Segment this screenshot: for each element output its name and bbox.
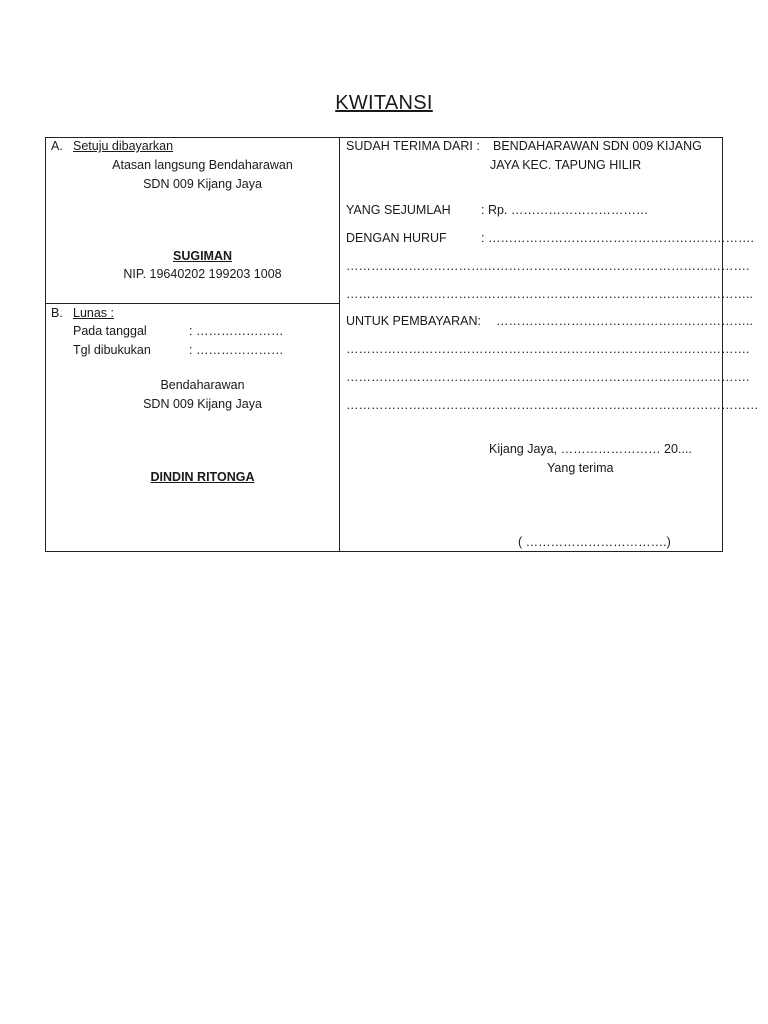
purpose-line2: ……………………………………………………………………………………. (346, 342, 750, 356)
left-column (46, 138, 340, 551)
paid-date-field: : ………………… (189, 324, 284, 338)
amount-field: : Rp. …………………………… (481, 203, 649, 217)
recipient-label: Yang terima (547, 461, 614, 475)
recipient-signature-line: ( …………………………….) (518, 535, 671, 549)
amount-label: YANG SEJUMLAH (346, 203, 451, 217)
purpose-label: UNTUK PEMBAYARAN: (346, 314, 481, 328)
paid-date-label: Pada tanggal (73, 324, 147, 338)
purpose-field: …………………………………………………….. (496, 314, 753, 328)
right-column (340, 138, 759, 551)
paid-section (46, 304, 339, 551)
approval-heading: Setuju dibayarkan (73, 139, 174, 153)
section-b-letter: B. (51, 306, 63, 320)
document-title: KWITANSI (335, 92, 433, 114)
place-date-line: Kijang Jaya, …………………… 20.... (489, 442, 692, 456)
amount-in-words-label: DENGAN HURUF (346, 231, 447, 245)
amount-in-words-field: : ………………………………………………………. (481, 231, 754, 245)
approval-section (46, 138, 339, 304)
treasurer-role-line2: SDN 009 Kijang Jaya (143, 397, 262, 411)
purpose-line4: ……………………………………………………………………………………… (346, 398, 759, 412)
treasurer-signer-name: DINDIN RITONGA (150, 470, 255, 484)
approval-signer-nip: NIP. 19640202 199203 1008 (123, 267, 282, 281)
amount-in-words-line3: …………………………………………………………………………………….. (346, 287, 753, 301)
approval-role-line1: Atasan langsung Bendaharawan (112, 158, 293, 172)
booked-date-field: : ………………… (189, 343, 284, 357)
received-from-value-line2: JAYA KEC. TAPUNG HILIR (490, 158, 642, 172)
paid-heading: Lunas : (73, 306, 115, 320)
booked-date-label: Tgl dibukukan (73, 343, 151, 357)
approval-signer-name: SUGIMAN (172, 249, 233, 263)
received-from-value-line1: BENDAHARAWAN SDN 009 KIJANG (493, 139, 702, 153)
receipt-form (45, 137, 759, 552)
purpose-line3: ……………………………………………………………………………………. (346, 370, 750, 384)
approval-role-line2: SDN 009 Kijang Jaya (143, 177, 262, 191)
treasurer-role-line1: Bendaharawan (160, 378, 245, 392)
amount-in-words-line2: ……………………………………………………………………………………. (346, 259, 750, 273)
section-a-letter: A. (51, 139, 63, 153)
received-from-label: SUDAH TERIMA DARI : (346, 139, 480, 153)
